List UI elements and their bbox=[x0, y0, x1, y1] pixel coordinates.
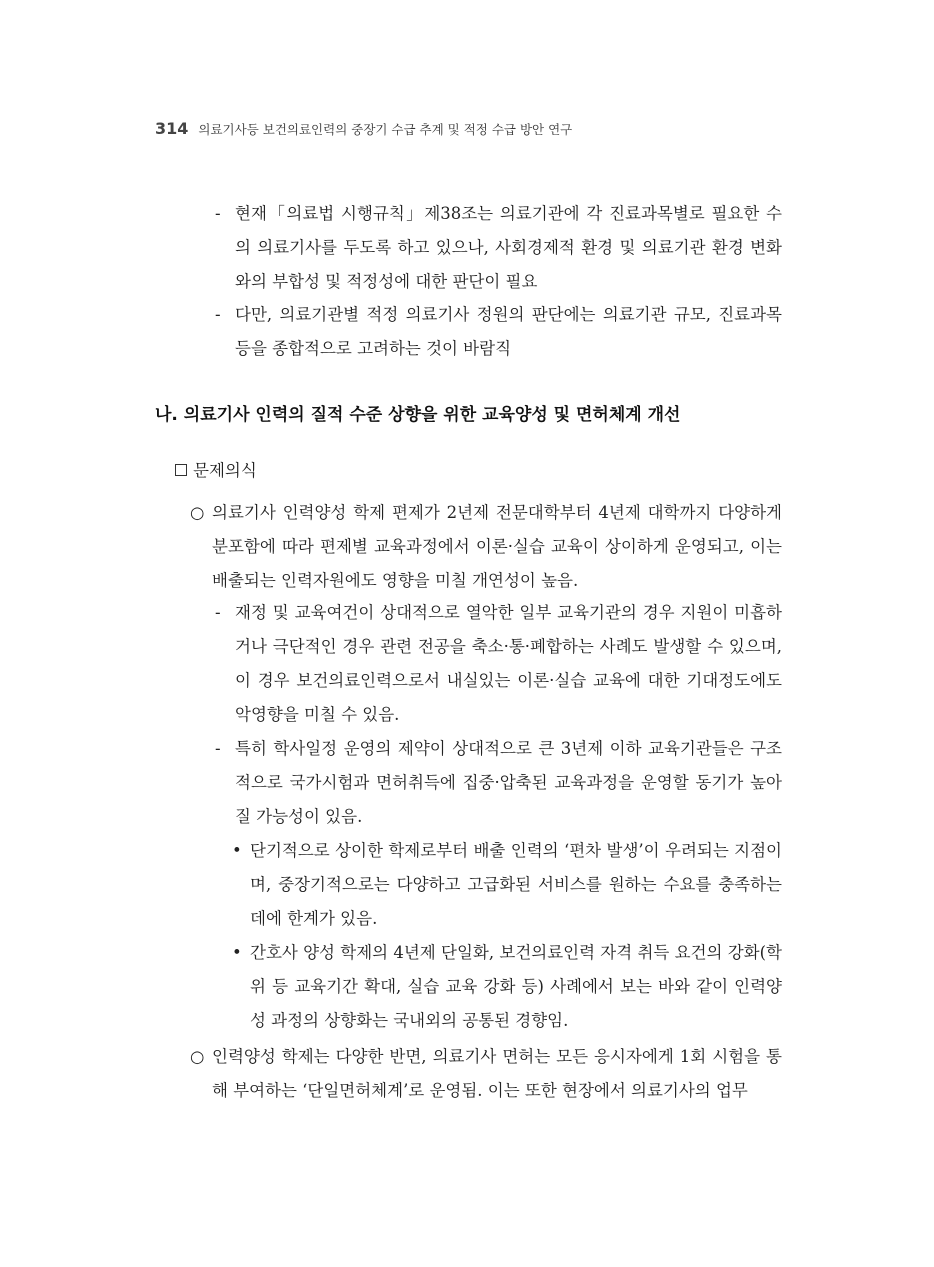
sub-heading-text: 문제의식 bbox=[193, 461, 257, 480]
list-item-text: 인력양성 학제는 다양한 반면, 의료기사 면허는 모든 응시자에게 1회 시험을 통해 부여하는 ‘단일면허체계’로 운영됨. 이는 또한 현장에서 의료기사의 업무 bbox=[212, 1047, 782, 1100]
list-item-text: 현재「의료법 시행규칙」제38조는 의료기관에 각 진료과목별로 필요한 수의 의료기사를 두도록 하고 있으나, 사회경제적 환경 및 의료기관 환경 변화와의 부합성 및 적정성에 대한 판단이 필요 bbox=[235, 204, 782, 291]
list-item bbox=[190, 496, 782, 598]
running-header bbox=[155, 119, 572, 138]
list-item bbox=[232, 834, 782, 936]
dot-marker: • bbox=[232, 841, 242, 860]
list-item bbox=[215, 732, 782, 834]
list-item bbox=[190, 1040, 782, 1108]
list-item-text: 재정 및 교육여건이 상대적으로 열악한 일부 교육기관의 경우 지원이 미흡하거나 극단적인 경우 관련 전공을 축소·통·폐합하는 사례도 발생할 수 있으며, 이 경우 보건의료인력으로서 내실있는 이론·실습 교육에 대한 기대정도에도 악영향을 미칠 수 있음. bbox=[235, 603, 782, 724]
dash-marker: - bbox=[215, 305, 221, 324]
list-item-text: 의료기사 인력양성 학제 편제가 2년제 전문대학부터 4년제 대학까지 다양하게 분포함에 따라 편제별 교육과정에서 이론·실습 교육이 상이하게 운영되고, 이는 배출되는 인력자원에도 영향을 미칠 개연성이 높음. bbox=[212, 503, 782, 590]
section-heading: 나. 의료기사 인력의 질적 수준 상향을 위한 교육양성 및 면허체계 개선 bbox=[155, 405, 681, 425]
dot-marker: • bbox=[232, 943, 242, 962]
list-item-text: 다만, 의료기관별 적정 의료기사 정원의 판단에는 의료기관 규모, 진료과목 등을 종합적으로 고려하는 것이 바람직 bbox=[235, 305, 782, 358]
list-item-text: 특히 학사일정 운영의 제약이 상대적으로 큰 3년제 이하 교육기관들은 구조적으로 국가시험과 면허취득에 집중·압축된 교육과정을 운영할 동기가 높아질 가능성이 있음. bbox=[235, 739, 782, 826]
list-item bbox=[215, 298, 782, 366]
dash-marker: - bbox=[215, 603, 221, 622]
list-item-text: 간호사 양성 학제의 4년제 단일화, 보건의료인력 자격 취득 요건의 강화(학위 등 교육기간 확대, 실습 교육 강화 등) 사례에서 보는 바와 같이 인력양성 과정의 상향화는 국내외의 공통된 경향임. bbox=[250, 943, 782, 1030]
square-bullet-icon bbox=[175, 464, 187, 476]
list-item bbox=[232, 936, 782, 1038]
dash-marker: - bbox=[215, 739, 221, 758]
list-item bbox=[215, 596, 782, 732]
sub-heading bbox=[175, 454, 257, 488]
dash-marker: - bbox=[215, 204, 221, 223]
circle-marker: ○ bbox=[190, 503, 205, 522]
running-title: 의료기사등 보건의료인력의 중장기 수급 추계 및 적정 수급 방안 연구 bbox=[198, 122, 573, 137]
page-number: 314 bbox=[155, 119, 189, 138]
list-item bbox=[215, 197, 782, 299]
list-item-text: 단기적으로 상이한 학제로부터 배출 인력의 ‘편차 발생’이 우려되는 지점이며, 중장기적으로는 다양하고 고급화된 서비스를 원하는 수요를 충족하는 데에 한계가 있음. bbox=[250, 841, 782, 928]
circle-marker: ○ bbox=[190, 1047, 205, 1066]
